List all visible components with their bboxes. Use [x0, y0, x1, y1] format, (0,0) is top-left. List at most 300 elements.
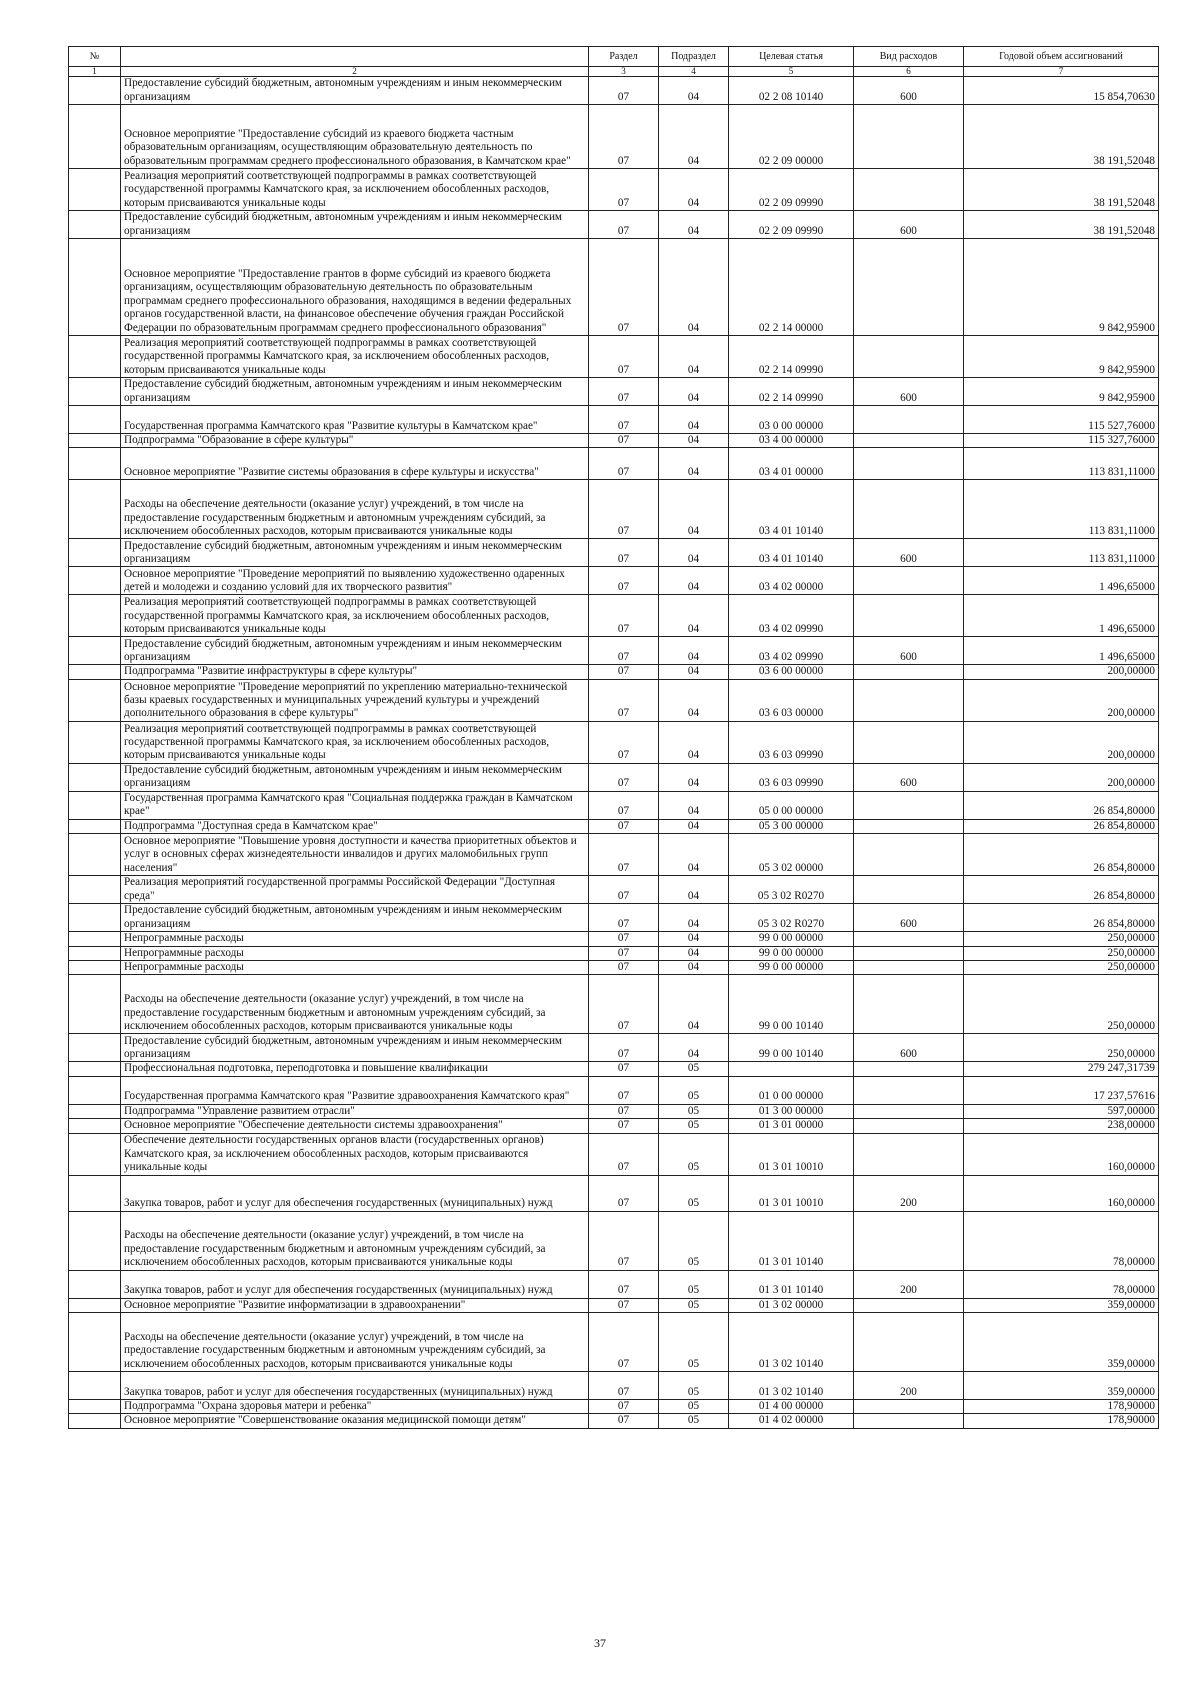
row-podrazdel-cell: 05 [659, 1211, 729, 1270]
row-podrazdel-cell: 05 [659, 1119, 729, 1133]
row-expense-type-cell [854, 434, 964, 448]
row-amount-cell: 113 831,11000 [964, 539, 1159, 567]
row-number-cell [69, 1211, 121, 1270]
table-row [69, 1104, 1159, 1118]
row-number-cell [69, 1133, 121, 1175]
row-expense-type-cell [854, 961, 964, 975]
row-amount-cell: 178,90000 [964, 1414, 1159, 1428]
row-target-article-cell: 01 3 01 10010 [729, 1175, 854, 1211]
row-amount-cell: 26 854,80000 [964, 791, 1159, 819]
row-razdel-cell: 07 [589, 834, 659, 876]
row-number-cell [69, 791, 121, 819]
row-amount-cell: 279 247,31739 [964, 1062, 1159, 1076]
row-target-article-cell: 01 3 01 10140 [729, 1211, 854, 1270]
row-number-cell [69, 567, 121, 595]
row-razdel-cell: 07 [589, 819, 659, 833]
row-expense-type-cell [854, 946, 964, 960]
row-podrazdel-cell: 04 [659, 480, 729, 539]
row-number-cell [69, 77, 121, 105]
row-name-cell: Реализация мероприятий соответствующей подпрограммы в рамках соответствующей государственной программы Камчатского края, за исключением обособленных расходов, которым присваиваются уникальные коды [121, 336, 589, 378]
row-expense-type-cell: 600 [854, 539, 964, 567]
row-target-article-cell: 02 2 14 00000 [729, 239, 854, 336]
row-expense-type-cell: 600 [854, 637, 964, 665]
row-expense-type-cell [854, 1133, 964, 1175]
row-razdel-cell: 07 [589, 946, 659, 960]
row-amount-cell: 200,00000 [964, 721, 1159, 763]
row-expense-type-cell: 200 [854, 1270, 964, 1298]
row-number-cell [69, 1298, 121, 1312]
row-razdel-cell: 07 [589, 1298, 659, 1312]
row-target-article-cell: 01 4 00 00000 [729, 1400, 854, 1414]
budget-table [68, 46, 1159, 1429]
row-target-article-cell: 03 0 00 00000 [729, 406, 854, 434]
row-number-cell [69, 595, 121, 637]
row-name-cell: Предоставление субсидий бюджетным, автономным учреждениям и иным некоммерческим организациям [121, 539, 589, 567]
row-expense-type-cell: 200 [854, 1175, 964, 1211]
row-amount-cell: 78,00000 [964, 1270, 1159, 1298]
table-row [69, 1270, 1159, 1298]
column-number: 3 [589, 67, 659, 77]
row-number-cell [69, 904, 121, 932]
row-number-cell [69, 239, 121, 336]
table-row [69, 1062, 1159, 1076]
row-target-article-cell: 01 4 02 00000 [729, 1414, 854, 1428]
row-number-cell [69, 946, 121, 960]
row-expense-type-cell [854, 595, 964, 637]
table-row [69, 1372, 1159, 1400]
row-amount-cell: 38 191,52048 [964, 169, 1159, 211]
row-target-article-cell: 03 4 01 10140 [729, 480, 854, 539]
table-row [69, 239, 1159, 336]
row-name-cell: Предоставление субсидий бюджетным, автономным учреждениям и иным некоммерческим организациям [121, 904, 589, 932]
row-number-cell [69, 1175, 121, 1211]
column-number: 7 [964, 67, 1159, 77]
row-podrazdel-cell: 04 [659, 239, 729, 336]
row-podrazdel-cell: 04 [659, 679, 729, 721]
row-podrazdel-cell: 05 [659, 1133, 729, 1175]
page-number: 37 [594, 1636, 606, 1650]
column-number: 6 [854, 67, 964, 77]
row-podrazdel-cell: 05 [659, 1313, 729, 1372]
row-podrazdel-cell: 04 [659, 105, 729, 169]
row-number-cell [69, 378, 121, 406]
row-podrazdel-cell: 05 [659, 1104, 729, 1118]
row-name-cell: Реализация мероприятий государственной программы Российской Федерации "Доступная среда" [121, 876, 589, 904]
row-number-cell [69, 105, 121, 169]
row-expense-type-cell [854, 1076, 964, 1104]
row-name-cell: Основное мероприятие "Проведение мероприятий по укреплению материально-технической базы краевых государственных и муниципальных учреждений культуры и учреждений дополнительного образования в сфере культуры" [121, 679, 589, 721]
table-row [69, 819, 1159, 833]
row-target-article-cell: 99 0 00 00000 [729, 946, 854, 960]
row-razdel-cell: 07 [589, 721, 659, 763]
row-razdel-cell: 07 [589, 378, 659, 406]
row-name-cell: Предоставление субсидий бюджетным, автономным учреждениям и иным некоммерческим организациям [121, 637, 589, 665]
row-podrazdel-cell: 05 [659, 1400, 729, 1414]
row-number-cell [69, 1372, 121, 1400]
row-target-article-cell: 99 0 00 10140 [729, 1034, 854, 1062]
row-number-cell [69, 434, 121, 448]
table-row [69, 406, 1159, 434]
row-target-article-cell: 03 6 03 09990 [729, 721, 854, 763]
row-amount-cell: 359,00000 [964, 1298, 1159, 1312]
row-target-article-cell: 03 6 03 00000 [729, 679, 854, 721]
row-amount-cell: 115 527,76000 [964, 406, 1159, 434]
row-expense-type-cell [854, 665, 964, 679]
row-number-cell [69, 211, 121, 239]
table-row [69, 105, 1159, 169]
row-name-cell: Основное мероприятие "Повышение уровня доступности и качества приоритетных объектов и услуг в основных сферах жизнедеятельности инвалидов и других маломобильных групп населения" [121, 834, 589, 876]
row-name-cell: Государственная программа Камчатского края "Социальная поддержка граждан в Камчатском крае" [121, 791, 589, 819]
row-number-cell [69, 763, 121, 791]
row-razdel-cell: 07 [589, 1062, 659, 1076]
row-podrazdel-cell: 04 [659, 791, 729, 819]
row-target-article-cell: 01 3 00 00000 [729, 1104, 854, 1118]
row-number-cell [69, 1400, 121, 1414]
row-name-cell: Подпрограмма "Доступная среда в Камчатском крае" [121, 819, 589, 833]
row-amount-cell: 250,00000 [964, 975, 1159, 1034]
column-number: 4 [659, 67, 729, 77]
table-row [69, 721, 1159, 763]
row-razdel-cell: 07 [589, 1034, 659, 1062]
row-amount-cell: 200,00000 [964, 679, 1159, 721]
row-target-article-cell: 03 4 02 09990 [729, 637, 854, 665]
row-amount-cell: 9 842,95900 [964, 239, 1159, 336]
row-name-cell: Реализация мероприятий соответствующей подпрограммы в рамках соответствующей государственной программы Камчатского края, за исключением обособленных расходов, которым присваиваются уникальные коды [121, 721, 589, 763]
table-header-row [69, 47, 1159, 67]
row-razdel-cell: 07 [589, 1414, 659, 1428]
row-expense-type-cell [854, 1298, 964, 1312]
table-row [69, 1211, 1159, 1270]
row-amount-cell: 160,00000 [964, 1175, 1159, 1211]
row-expense-type-cell [854, 834, 964, 876]
row-target-article-cell: 01 0 00 00000 [729, 1076, 854, 1104]
row-razdel-cell: 07 [589, 763, 659, 791]
row-razdel-cell: 07 [589, 637, 659, 665]
table-row [69, 480, 1159, 539]
header-expense-type: Вид расходов [854, 47, 964, 67]
table-body [69, 77, 1159, 1429]
table-row [69, 539, 1159, 567]
row-podrazdel-cell: 04 [659, 1034, 729, 1062]
row-name-cell: Расходы на обеспечение деятельности (оказание услуг) учреждений, в том числе на предоставление государственным бюджетным и автономным учреждениям субсидий, за исключением обособленных расходов, которым присваиваются уникальные коды [121, 975, 589, 1034]
row-target-article-cell: 01 3 01 10140 [729, 1270, 854, 1298]
row-name-cell: Реализация мероприятий соответствующей подпрограммы в рамках соответствующей государственной программы Камчатского края, за исключением обособленных расходов, которым присваиваются уникальные коды [121, 169, 589, 211]
row-amount-cell: 15 854,70630 [964, 77, 1159, 105]
row-amount-cell: 38 191,52048 [964, 211, 1159, 239]
row-target-article-cell: 02 2 09 09990 [729, 211, 854, 239]
row-name-cell: Закупка товаров, работ и услуг для обеспечения государственных (муниципальных) нужд [121, 1372, 589, 1400]
row-razdel-cell: 07 [589, 434, 659, 448]
table-row [69, 1034, 1159, 1062]
column-number: 5 [729, 67, 854, 77]
row-razdel-cell: 07 [589, 169, 659, 211]
row-podrazdel-cell: 05 [659, 1175, 729, 1211]
row-name-cell: Реализация мероприятий соответствующей подпрограммы в рамках соответствующей государственной программы Камчатского края, за исключением обособленных расходов, которым присваиваются уникальные коды [121, 595, 589, 637]
budget-table-sheet [68, 46, 1158, 1429]
row-podrazdel-cell: 05 [659, 1076, 729, 1104]
table-row [69, 665, 1159, 679]
row-name-cell: Предоставление субсидий бюджетным, автономным учреждениям и иным некоммерческим организациям [121, 1034, 589, 1062]
row-name-cell: Основное мероприятие "Обеспечение деятельности системы здравоохранения" [121, 1119, 589, 1133]
table-row [69, 1119, 1159, 1133]
row-podrazdel-cell: 04 [659, 378, 729, 406]
row-podrazdel-cell: 04 [659, 336, 729, 378]
row-expense-type-cell [854, 336, 964, 378]
row-name-cell: Основное мероприятие "Предоставление субсидий из краевого бюджета частным образовательным организациям, осуществляющим образовательную деятельность по образовательным программам среднего профессионального образования, в Камчатском крае" [121, 105, 589, 169]
table-row [69, 834, 1159, 876]
row-amount-cell: 9 842,95900 [964, 378, 1159, 406]
row-amount-cell: 1 496,65000 [964, 595, 1159, 637]
row-target-article-cell: 03 4 00 00000 [729, 434, 854, 448]
row-razdel-cell: 07 [589, 480, 659, 539]
row-amount-cell: 238,00000 [964, 1119, 1159, 1133]
row-target-article-cell: 05 3 00 00000 [729, 819, 854, 833]
row-expense-type-cell: 600 [854, 211, 964, 239]
table-row [69, 961, 1159, 975]
header-podrazdel: Подраздел [659, 47, 729, 67]
row-podrazdel-cell: 04 [659, 567, 729, 595]
row-expense-type-cell [854, 1400, 964, 1414]
table-row [69, 595, 1159, 637]
row-amount-cell: 250,00000 [964, 932, 1159, 946]
row-amount-cell: 9 842,95900 [964, 336, 1159, 378]
table-row [69, 637, 1159, 665]
row-number-cell [69, 1414, 121, 1428]
row-razdel-cell: 07 [589, 679, 659, 721]
row-number-cell [69, 406, 121, 434]
row-amount-cell: 113 831,11000 [964, 480, 1159, 539]
row-razdel-cell: 07 [589, 1104, 659, 1118]
row-name-cell: Основное мероприятие "Проведение мероприятий по выявлению художественно одаренных детей и молодежи и созданию условий для их творческого развития" [121, 567, 589, 595]
row-name-cell: Предоставление субсидий бюджетным, автономным учреждениям и иным некоммерческим организациям [121, 763, 589, 791]
row-number-cell [69, 169, 121, 211]
table-row [69, 791, 1159, 819]
row-podrazdel-cell: 04 [659, 904, 729, 932]
row-podrazdel-cell: 04 [659, 819, 729, 833]
row-expense-type-cell: 600 [854, 904, 964, 932]
row-target-article-cell: 03 6 03 09990 [729, 763, 854, 791]
row-expense-type-cell: 600 [854, 378, 964, 406]
table-row [69, 876, 1159, 904]
row-expense-type-cell [854, 105, 964, 169]
row-expense-type-cell: 600 [854, 1034, 964, 1062]
row-podrazdel-cell: 04 [659, 434, 729, 448]
row-number-cell [69, 819, 121, 833]
row-number-cell [69, 1076, 121, 1104]
table-row [69, 679, 1159, 721]
row-razdel-cell: 07 [589, 904, 659, 932]
table-row [69, 378, 1159, 406]
row-razdel-cell: 07 [589, 1270, 659, 1298]
row-podrazdel-cell: 04 [659, 932, 729, 946]
row-number-cell [69, 1104, 121, 1118]
row-target-article-cell: 05 3 02 R0270 [729, 876, 854, 904]
row-number-cell [69, 1270, 121, 1298]
row-name-cell: Предоставление субсидий бюджетным, автономным учреждениям и иным некоммерческим организациям [121, 211, 589, 239]
row-name-cell: Непрограммные расходы [121, 961, 589, 975]
row-expense-type-cell [854, 1414, 964, 1428]
table-row [69, 434, 1159, 448]
row-amount-cell: 26 854,80000 [964, 876, 1159, 904]
row-razdel-cell: 07 [589, 567, 659, 595]
row-name-cell: Обеспечение деятельности государственных органов власти (государственных органов) Камчатского края, за исключением обособленных расходов, которым присваиваются уникальные коды [121, 1133, 589, 1175]
row-amount-cell: 26 854,80000 [964, 834, 1159, 876]
row-number-cell [69, 679, 121, 721]
row-podrazdel-cell: 04 [659, 961, 729, 975]
row-target-article-cell: 01 3 02 00000 [729, 1298, 854, 1312]
row-number-cell [69, 1313, 121, 1372]
table-row [69, 946, 1159, 960]
row-target-article-cell: 01 3 01 10010 [729, 1133, 854, 1175]
row-expense-type-cell: 600 [854, 77, 964, 105]
row-name-cell: Расходы на обеспечение деятельности (оказание услуг) учреждений, в том числе на предоставление государственным бюджетным и автономным учреждениям субсидий, за исключением обособленных расходов, которым присваиваются уникальные коды [121, 480, 589, 539]
header-target-article: Целевая статья [729, 47, 854, 67]
row-amount-cell: 200,00000 [964, 665, 1159, 679]
row-razdel-cell: 07 [589, 932, 659, 946]
row-podrazdel-cell: 04 [659, 77, 729, 105]
row-name-cell: Профессиональная подготовка, переподготовка и повышение квалификации [121, 1062, 589, 1076]
row-name-cell: Непрограммные расходы [121, 932, 589, 946]
row-name-cell: Предоставление субсидий бюджетным, автономным учреждениям и иным некоммерческим организациям [121, 378, 589, 406]
table-row [69, 77, 1159, 105]
header-razdel: Раздел [589, 47, 659, 67]
row-number-cell [69, 336, 121, 378]
row-amount-cell: 38 191,52048 [964, 105, 1159, 169]
column-number: 1 [69, 67, 121, 77]
row-number-cell [69, 448, 121, 480]
row-target-article-cell: 03 4 02 00000 [729, 567, 854, 595]
row-expense-type-cell [854, 1119, 964, 1133]
row-expense-type-cell [854, 1313, 964, 1372]
column-number: 2 [121, 67, 589, 77]
row-podrazdel-cell: 05 [659, 1414, 729, 1428]
row-amount-cell: 250,00000 [964, 946, 1159, 960]
row-razdel-cell: 07 [589, 77, 659, 105]
row-target-article-cell: 03 4 01 00000 [729, 448, 854, 480]
row-target-article-cell [729, 1062, 854, 1076]
table-row [69, 567, 1159, 595]
row-razdel-cell: 07 [589, 1400, 659, 1414]
row-name-cell: Непрограммные расходы [121, 946, 589, 960]
row-expense-type-cell [854, 480, 964, 539]
header-name [121, 47, 589, 67]
row-target-article-cell: 01 3 02 10140 [729, 1372, 854, 1400]
row-expense-type-cell [854, 819, 964, 833]
row-amount-cell: 115 327,76000 [964, 434, 1159, 448]
row-razdel-cell: 07 [589, 1119, 659, 1133]
row-target-article-cell: 03 4 01 10140 [729, 539, 854, 567]
row-amount-cell: 26 854,80000 [964, 904, 1159, 932]
row-razdel-cell: 07 [589, 975, 659, 1034]
table-row [69, 1298, 1159, 1312]
row-podrazdel-cell: 04 [659, 637, 729, 665]
row-expense-type-cell [854, 1104, 964, 1118]
table-row [69, 1175, 1159, 1211]
table-row [69, 211, 1159, 239]
table-row [69, 1076, 1159, 1104]
row-target-article-cell: 02 2 09 00000 [729, 105, 854, 169]
row-amount-cell: 160,00000 [964, 1133, 1159, 1175]
row-target-article-cell: 02 2 08 10140 [729, 77, 854, 105]
row-podrazdel-cell: 04 [659, 763, 729, 791]
row-target-article-cell: 99 0 00 10140 [729, 975, 854, 1034]
row-podrazdel-cell: 04 [659, 975, 729, 1034]
row-expense-type-cell [854, 679, 964, 721]
row-expense-type-cell [854, 1062, 964, 1076]
row-expense-type-cell: 200 [854, 1372, 964, 1400]
row-podrazdel-cell: 04 [659, 721, 729, 763]
row-expense-type-cell [854, 721, 964, 763]
row-name-cell: Основное мероприятие "Развитие информатизации в здравоохранении" [121, 1298, 589, 1312]
row-number-cell [69, 480, 121, 539]
row-name-cell: Государственная программа Камчатского края "Развитие здравоохранения Камчатского края" [121, 1076, 589, 1104]
row-amount-cell: 597,00000 [964, 1104, 1159, 1118]
row-razdel-cell: 07 [589, 665, 659, 679]
row-razdel-cell: 07 [589, 1313, 659, 1372]
row-razdel-cell: 07 [589, 336, 659, 378]
row-expense-type-cell [854, 932, 964, 946]
row-razdel-cell: 07 [589, 448, 659, 480]
table-row [69, 1414, 1159, 1428]
row-podrazdel-cell: 04 [659, 665, 729, 679]
row-amount-cell: 250,00000 [964, 961, 1159, 975]
row-name-cell: Предоставление субсидий бюджетным, автономным учреждениям и иным некоммерческим организациям [121, 77, 589, 105]
row-number-cell [69, 637, 121, 665]
row-name-cell: Государственная программа Камчатского края "Развитие культуры в Камчатском крае" [121, 406, 589, 434]
row-target-article-cell: 02 2 14 09990 [729, 378, 854, 406]
column-number-row [69, 67, 1159, 77]
table-row [69, 169, 1159, 211]
row-amount-cell: 78,00000 [964, 1211, 1159, 1270]
row-podrazdel-cell: 04 [659, 946, 729, 960]
row-razdel-cell: 07 [589, 1211, 659, 1270]
table-row [69, 975, 1159, 1034]
row-razdel-cell: 07 [589, 1175, 659, 1211]
table-row [69, 1133, 1159, 1175]
row-name-cell: Закупка товаров, работ и услуг для обеспечения государственных (муниципальных) нужд [121, 1270, 589, 1298]
row-amount-cell: 359,00000 [964, 1313, 1159, 1372]
row-expense-type-cell [854, 169, 964, 211]
row-podrazdel-cell: 04 [659, 211, 729, 239]
row-target-article-cell: 02 2 14 09990 [729, 336, 854, 378]
row-number-cell [69, 975, 121, 1034]
row-target-article-cell: 02 2 09 09990 [729, 169, 854, 211]
row-razdel-cell: 07 [589, 105, 659, 169]
table-row [69, 904, 1159, 932]
row-number-cell [69, 665, 121, 679]
row-target-article-cell: 01 3 01 00000 [729, 1119, 854, 1133]
table-row [69, 1400, 1159, 1414]
row-target-article-cell: 05 0 00 00000 [729, 791, 854, 819]
row-podrazdel-cell: 05 [659, 1270, 729, 1298]
row-podrazdel-cell: 04 [659, 169, 729, 211]
row-target-article-cell: 05 3 02 00000 [729, 834, 854, 876]
row-podrazdel-cell: 04 [659, 876, 729, 904]
row-name-cell: Расходы на обеспечение деятельности (оказание услуг) учреждений, в том числе на предоставление государственным бюджетным и автономным учреждениям субсидий, за исключением обособленных расходов, которым присваиваются уникальные коды [121, 1313, 589, 1372]
row-number-cell [69, 932, 121, 946]
row-podrazdel-cell: 04 [659, 539, 729, 567]
row-target-article-cell: 99 0 00 00000 [729, 961, 854, 975]
row-razdel-cell: 07 [589, 211, 659, 239]
row-razdel-cell: 07 [589, 876, 659, 904]
row-podrazdel-cell: 04 [659, 448, 729, 480]
row-podrazdel-cell: 04 [659, 834, 729, 876]
row-name-cell: Подпрограмма "Управление развитием отрасли" [121, 1104, 589, 1118]
row-target-article-cell: 05 3 02 R0270 [729, 904, 854, 932]
row-razdel-cell: 07 [589, 791, 659, 819]
row-number-cell [69, 1034, 121, 1062]
row-number-cell [69, 876, 121, 904]
